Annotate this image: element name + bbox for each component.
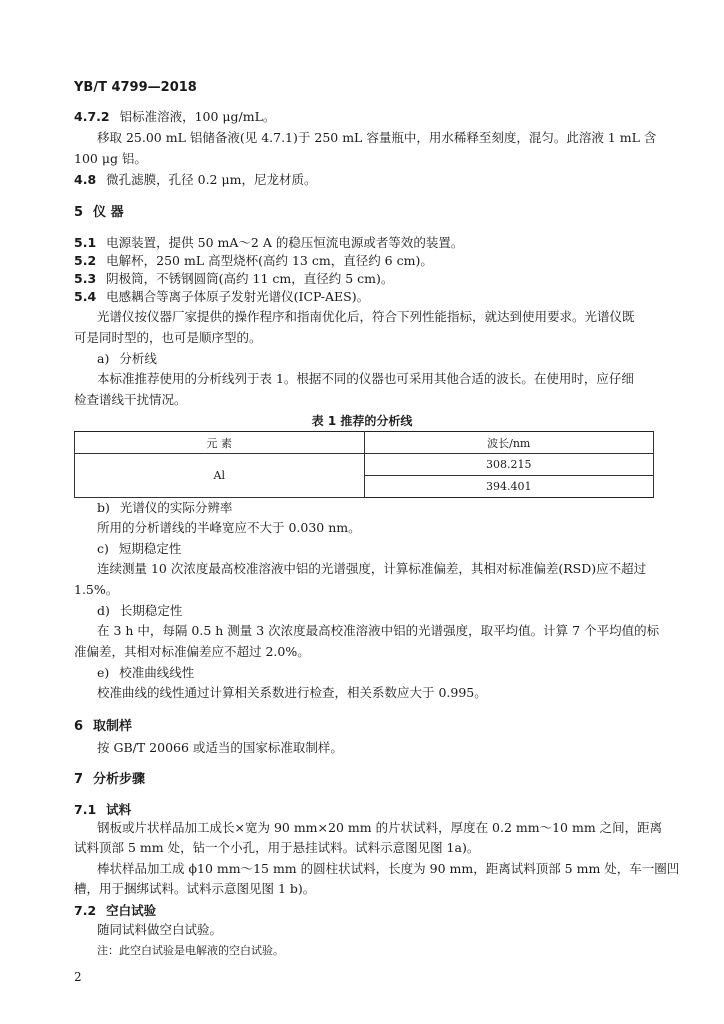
paragraph-line: 槽，用于捆绑试料。试料示意图见图 1 b)。: [74, 881, 316, 896]
section-5-3: [74, 271, 393, 287]
table-header-row: [75, 432, 654, 454]
paragraph-line: 随同试料做空白试验。: [97, 922, 223, 937]
section-text: 电解杯，250 mL 高型烧杯(高约 13 cm，直径约 6 cm)。: [106, 253, 433, 268]
section-number: 5.4: [74, 289, 97, 304]
section-text: 阴极筒，不锈钢圆筒(高约 11 cm，直径约 5 cm)。: [106, 271, 394, 286]
paragraph-line: 棒状样品加工成 ϕ10 mm～15 mm 的圆柱状试料，长度为 90 mm，距离试料顶部 5 mm 处，车一圈凹: [97, 861, 680, 876]
list-item-d: [97, 603, 182, 619]
section-title: 取制样: [93, 719, 133, 734]
page-number: 2: [74, 970, 82, 984]
list-item-e: [97, 665, 194, 681]
section-title: 试料: [106, 802, 132, 817]
section-7-1-heading: [74, 802, 131, 818]
list-item-a: [97, 351, 157, 367]
paragraph-line: 1.5%。: [74, 582, 119, 597]
list-item-c: [97, 541, 181, 557]
section-number: 5.3: [74, 271, 97, 286]
paragraph-line: 100 μg 铝。: [74, 151, 147, 166]
table-row: [75, 454, 654, 476]
section-number: 4.8: [74, 172, 97, 187]
paragraph-line: 光谱仪按仪器厂家提供的操作程序和指南优化后，符合下列性能指标，就达到使用要求。光谱仪既: [97, 309, 635, 324]
paragraph-line: 钢板或片状样品加工成长×宽为 90 mm×20 mm 的片状试料，厚度在 0.2 mm～10 mm 之间，距离: [97, 820, 663, 835]
table-header-wavelength: 波长/nm: [364, 432, 654, 454]
list-title: 长期稳定性: [119, 603, 183, 618]
table-caption: 表 1 推荐的分析线: [311, 414, 413, 428]
list-label: d): [97, 603, 110, 618]
section-5-1: [74, 235, 463, 251]
note: 注：此空白试验是电解液的空白试验。: [97, 944, 284, 957]
table-cell-element: Al: [75, 454, 365, 498]
section-number: 5.2: [74, 253, 97, 268]
section-title: 分析步骤: [93, 772, 146, 787]
section-4-7-2: [74, 109, 275, 125]
section-text: 微孔滤膜，孔径 0.2 μm，尼龙材质。: [106, 172, 317, 187]
paragraph-line: 按 GB/T 20066 或适当的国家标准取制样。: [97, 740, 343, 755]
section-number: 5.1: [74, 235, 97, 250]
section-number: 6: [74, 719, 84, 734]
section-title: 仪 器: [93, 205, 124, 220]
paragraph-line: 准偏差，其相对标准偏差应不超过 2.0%。: [74, 644, 310, 659]
table-header-element: 元 素: [75, 432, 365, 454]
section-number: 4.7.2: [74, 109, 110, 124]
section-6-heading: [74, 719, 132, 735]
analysis-lines-table: [74, 431, 654, 498]
list-title: 短期稳定性: [118, 541, 182, 556]
list-label: b): [97, 500, 110, 515]
list-label: a): [97, 351, 110, 366]
section-5-4: [74, 289, 369, 305]
paragraph-line: 移取 25.00 mL 铝储备液(见 4.7.1)于 250 mL 容量瓶中，用水稀释至刻度，混匀。此溶液 1 mL 含: [97, 130, 657, 145]
list-title: 分析线: [119, 351, 157, 366]
section-5-2: [74, 253, 433, 269]
list-item-b: [97, 500, 232, 516]
section-number: 5: [74, 205, 84, 220]
section-title: 空白试验: [106, 903, 157, 918]
section-number: 7: [74, 772, 84, 787]
paragraph-line: 检查谱线干扰情况。: [74, 392, 187, 407]
section-4-8: [74, 172, 316, 188]
section-text: 电感耦合等离子体原子发射光谱仪(ICP-AES)。: [106, 289, 370, 304]
paragraph-line: 本标准推荐使用的分析线列于表 1。根据不同的仪器也可采用其他合适的波长。在使用时，应仔细: [97, 371, 634, 386]
section-text: 电源装置，提供 50 mA～2 A 的稳压恒流电源或者等效的装置。: [106, 235, 464, 250]
list-label: e): [97, 665, 110, 680]
section-7-heading: [74, 772, 145, 788]
section-number: 7.1: [74, 802, 97, 817]
table-cell-wavelength: 394.401: [364, 476, 654, 498]
list-title: 校准曲线线性: [119, 665, 195, 680]
section-7-2-heading: [74, 903, 156, 919]
list-title: 光谱仪的实际分辨率: [119, 500, 233, 515]
paragraph-line: 可是同时型的，也可是顺序型的。: [74, 330, 262, 345]
paragraph-line: 校准曲线的线性通过计算相关系数进行检查，相关系数应大于 0.995。: [97, 685, 487, 700]
list-label: c): [97, 541, 109, 556]
table-cell-wavelength: 308.215: [364, 454, 654, 476]
document-header: YB/T 4799—2018: [74, 80, 197, 95]
section-number: 7.2: [74, 903, 97, 918]
paragraph-line: 在 3 h 中，每隔 0.5 h 测量 3 次浓度最高校准溶液中铝的光谱强度，取平均值。计算 7 个平均值的标: [97, 623, 660, 638]
paragraph-line: 试料顶部 5 mm 处，钻一个小孔，用于悬挂试料。试料示意图见图 1a)。: [74, 840, 480, 855]
paragraph-line: 所用的分析谱线的半峰宽应不大于 0.030 nm。: [97, 520, 361, 535]
section-title: 铝标准溶液，100 μg/mL。: [119, 109, 276, 124]
paragraph-line: 连续测量 10 次浓度最高校准溶液中铝的光谱强度，计算标准偏差，其相对标准偏差(RSD)应不超过: [97, 561, 647, 576]
section-5-heading: [74, 205, 124, 221]
